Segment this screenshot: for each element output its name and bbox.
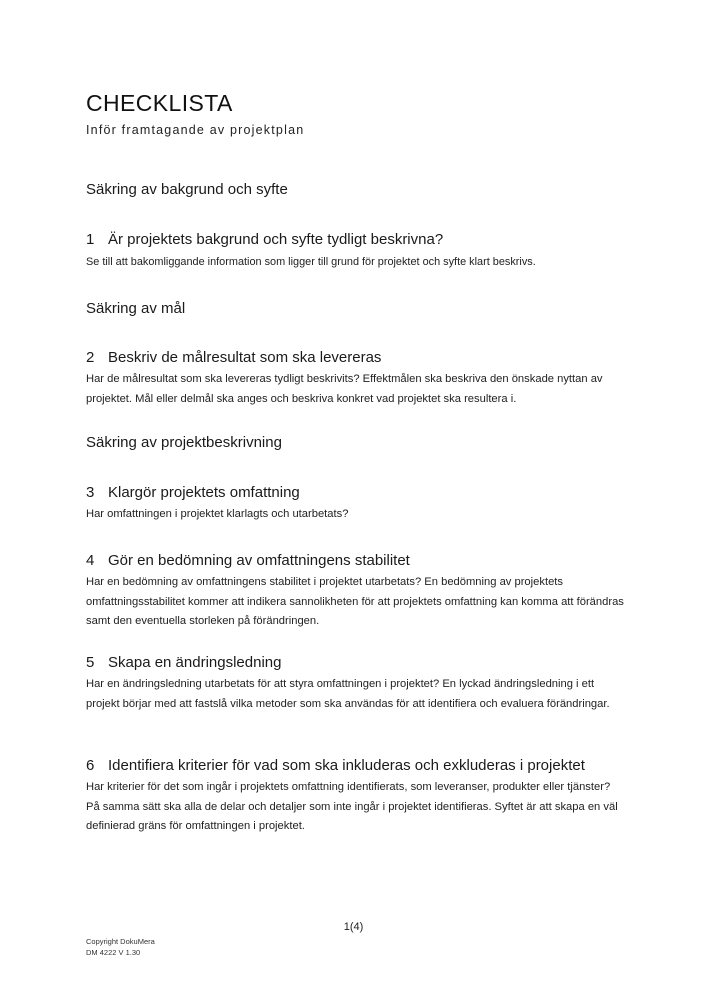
checklist-item-heading xyxy=(86,349,381,366)
checklist-item-body: Har kriterier för det som ingår i projektets omfattning identifierats, som leveranser, produkter eller tjänster? På samma sätt ska alla de delar och detaljer som inte ingår i projektet identifieras. Syftet är att skapa en väl definierad gräns för omfattningen i projektet. xyxy=(86,781,618,832)
item-title: Gör en bedömning av omfattningens stabilitet xyxy=(108,552,410,569)
footer-document-id: DM 4222 V 1.30 xyxy=(86,948,141,957)
section-heading: Säkring av projektbeskrivning xyxy=(86,434,282,451)
page-number: 1(4) xyxy=(343,921,364,933)
item-title: Beskriv de målresultat som ska levereras xyxy=(108,349,382,366)
section-heading: Säkring av mål xyxy=(86,300,186,317)
checklist-item-body: Har de målresultat som ska levereras tydligt beskrivits? Effektmålen ska beskriva den önskade nyttan av projektet. Mål eller delmål ska anges och beskriva konkret vad projektet ska resultera i. xyxy=(86,373,603,405)
checklist-item-heading xyxy=(86,484,300,501)
checklist-item-body: Har en bedömning av omfattningens stabilitet i projektet utarbetats? En bedömning av projektets omfattningsstabilitet kommer att indikera sannolikheten för att projektets omfattning kan komma att förändras samt den eventuella storleken på förändringen. xyxy=(86,576,624,627)
document-title: CHECKLISTA xyxy=(86,90,233,116)
item-number: 3 xyxy=(86,484,95,501)
checklist-item-heading xyxy=(86,654,281,671)
item-number: 5 xyxy=(86,654,95,671)
checklist-item-heading xyxy=(86,552,410,569)
item-title: Skapa en ändringsledning xyxy=(108,654,282,671)
item-number: 4 xyxy=(86,552,95,569)
item-title: Klargör projektets omfattning xyxy=(108,484,300,501)
item-title: Är projektets bakgrund och syfte tydligt beskrivna? xyxy=(108,231,444,248)
item-number: 1 xyxy=(86,231,95,248)
item-number: 6 xyxy=(86,757,95,774)
document-subtitle: Inför framtagande av projektplan xyxy=(86,123,305,137)
checklist-item-body: Har omfattningen i projektet klarlagts och utarbetats? xyxy=(86,508,349,520)
checklist-item-body: Har en ändringsledning utarbetats för att styra omfattningen i projektet? En lyckad ändringsledning i ett projekt börjar med att fastslå vilka metoder som ska användas för att identifiera och evaluera förändringar. xyxy=(86,678,610,710)
checklist-item-heading xyxy=(86,757,585,774)
checklist-item-body: Se till att bakomliggande information som ligger till grund för projektet och syfte klart beskrivs. xyxy=(86,256,536,268)
item-number: 2 xyxy=(86,349,95,366)
section-heading: Säkring av bakgrund och syfte xyxy=(86,181,288,198)
checklist-item-heading xyxy=(86,231,443,248)
footer-copyright: Copyright DokuMera xyxy=(86,937,155,946)
item-title: Identifiera kriterier för vad som ska inkluderas och exkluderas i projektet xyxy=(108,757,585,774)
